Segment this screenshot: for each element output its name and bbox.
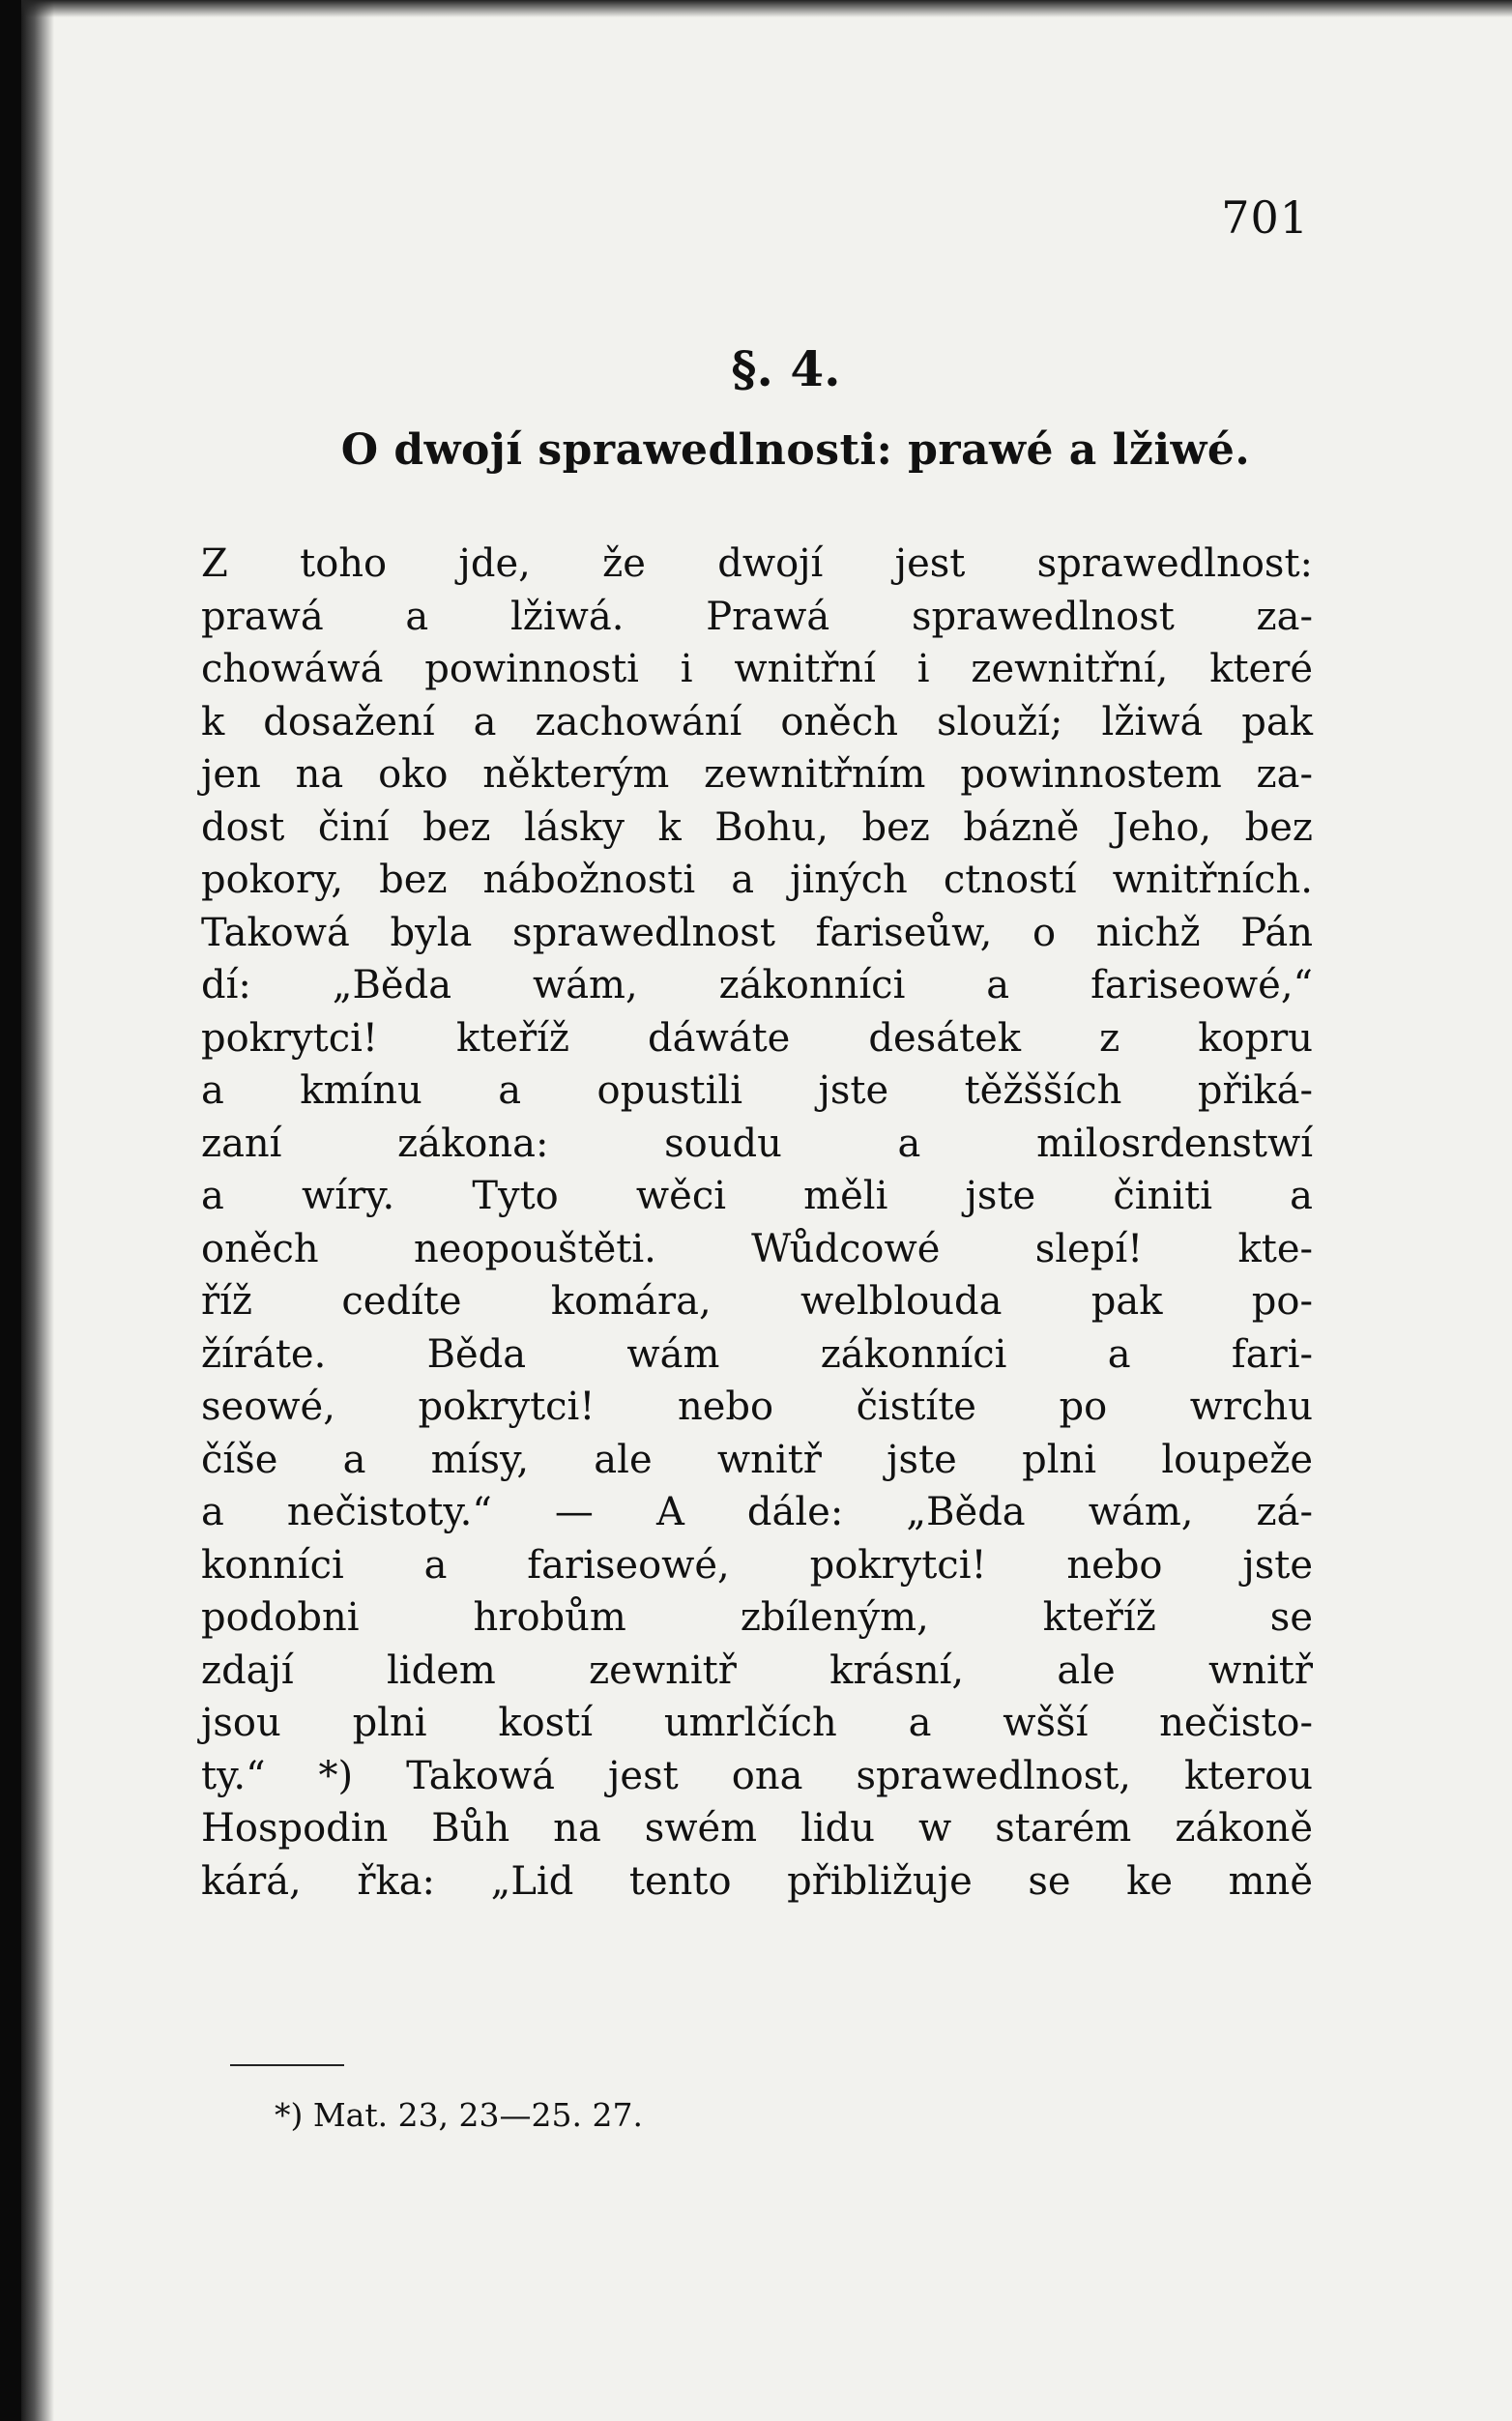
text-line: jen na oko některým zewnitřním powinnostem za-	[201, 752, 1313, 797]
body-text	[201, 538, 1313, 1908]
text-line: seowé, pokrytci! nebo čistíte po wrchu	[201, 1385, 1313, 1429]
text-line: prawá a lžiwá. Prawá sprawedlnost za-	[201, 594, 1313, 639]
text-line: číše a mísy, ale wnitř jste plni loupeže	[201, 1437, 1313, 1482]
text-line: a kmínu a opustili jste těžšších přiká-	[201, 1068, 1313, 1113]
page-number: 701	[1221, 191, 1309, 244]
text-line: chowáwá powinnosti i wnitřní i zewnitřní, které	[201, 647, 1313, 691]
text-line: pokory, bez nábožnosti a jiných ctností wnitřních.	[201, 858, 1313, 902]
text-line: a wíry. Tyto wěci měli jste činiti a	[201, 1174, 1313, 1218]
text-line: dost činí bez lásky k Bohu, bez bázně Jeho, bez	[201, 804, 1313, 850]
section-title: O dwojí sprawedlnosti: prawé a lžiwé.	[340, 425, 1251, 475]
text-line: oněch neopouštěti. Wůdcowé slepí! kte-	[201, 1226, 1313, 1271]
text-line: konníci a fariseowé, pokrytci! nebo jste	[201, 1542, 1313, 1588]
text-line: žíráte. Běda wám zákonníci a fari-	[201, 1331, 1313, 1377]
text-line: podobni hrobům zbíleným, kteříž se	[201, 1595, 1313, 1640]
text-line: Takowá byla sprawedlnost fariseůw, o nichž Pán	[201, 910, 1313, 955]
text-line: dí: „Běda wám, zákonníci a fariseowé,“	[201, 963, 1313, 1007]
text-line: kárá, řka: „Lid tento přibližuje se ke mně	[201, 1858, 1313, 1904]
footnote-divider	[230, 2064, 344, 2066]
text-line: a nečistoty.“ — A dále: „Běda wám, zá-	[201, 1490, 1313, 1534]
footnote: *) Mat. 23, 23—25. 27.	[275, 2096, 643, 2134]
text-line: ty.“ *) Takowá jest ona sprawedlnost, kterou	[201, 1753, 1313, 1798]
text-line: pokrytci! kteříž dáwáte desátek z kopru	[201, 1015, 1313, 1061]
page-top-shadow	[21, 0, 1512, 17]
text-line: Hospodin Bůh na swém lidu w starém zákoně	[201, 1806, 1313, 1851]
text-line: Z toho jde, že dwojí jest sprawedlnost:	[201, 541, 1313, 586]
section-number: §. 4.	[731, 340, 841, 397]
book-page	[21, 0, 1512, 2421]
text-line: k dosažení a zachowání oněch slouží; lžiwá pak	[201, 699, 1313, 744]
text-line: jsou plni kostí umrlčích a wšší nečisto-	[201, 1701, 1313, 1745]
text-line: zaní zákona: soudu a milosrdenstwí	[201, 1121, 1313, 1166]
text-line: říž cedíte komára, welblouda pak po-	[201, 1279, 1313, 1324]
text-line: zdají lidem zewnitř krásní, ale wnitř	[201, 1648, 1313, 1693]
